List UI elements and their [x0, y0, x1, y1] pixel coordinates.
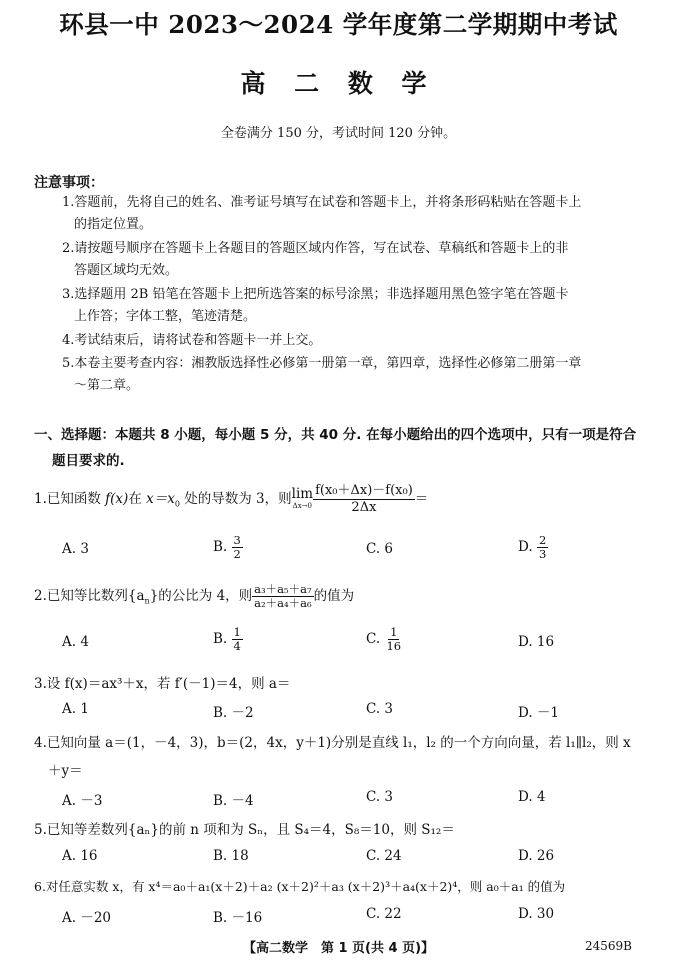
fraction-denominator: 2: [233, 547, 241, 561]
section-line: 一、选择题：本题共 8 小题，每小题 5 分，共 40 分. 在每小题给出的四个选项中，只有一项是符合: [34, 427, 637, 443]
q3-option-a[interactable]: A. 1: [62, 701, 89, 717]
q4-option-d[interactable]: D. 4: [518, 789, 546, 805]
q1-option-a[interactable]: A. 3: [62, 541, 89, 557]
notice-line: 2.请按题号顺序在答题卡上各题目的答题区域内作答，写在试卷、草稿纸和答题卡上的非: [62, 241, 569, 256]
notice-heading: 注意事项：: [34, 175, 104, 191]
q2-sub: n: [144, 596, 150, 606]
notice-item-2: [62, 238, 656, 282]
notice-line: 3.选择题用 2B 铅笔在答题卡上把所选答案的标号涂黑；非选择题用黑色签字笔在答题卡: [62, 287, 569, 302]
q5-option-a[interactable]: A. 16: [62, 848, 98, 864]
notice-line: 答题区域均无效。: [74, 263, 179, 278]
q2-option-c[interactable]: [366, 626, 403, 653]
q4-option-c[interactable]: C. 3: [366, 789, 394, 805]
option-fraction: [537, 534, 548, 561]
notice-line: 4.考试结束后，请将试卷和答题卡一并上交。: [62, 333, 322, 348]
fraction-denominator: 3: [538, 547, 547, 561]
exam-title: 环县一中 2023～2024 学年度第二学期期中考试: [59, 10, 618, 39]
fraction-numerator: a₃＋a₅＋a₇: [254, 582, 312, 596]
option-label: C.: [366, 631, 385, 647]
q6-option-c[interactable]: C. 22: [366, 906, 402, 922]
q1-fraction: [313, 483, 415, 516]
q2-text: 的值为: [313, 588, 355, 604]
question-4-stem-cont: ＋y＝: [48, 763, 83, 779]
paper-code: 24569B: [585, 939, 632, 953]
notice-line: 5.本卷主要考查内容：湘教版选择性必修第一册第一章，第四章，选择性必修第二册第一章: [62, 356, 582, 371]
q3-option-b[interactable]: B. －2: [213, 705, 254, 721]
q3-option-d[interactable]: D. －1: [518, 705, 560, 721]
notice-line: ～第二章。: [74, 378, 140, 393]
fraction-numerator: 1: [233, 625, 241, 639]
option-fraction: [232, 534, 243, 561]
fraction-denominator: a₂＋a₄＋a₆: [254, 596, 312, 610]
score-time-line: 全卷满分 150 分，考试时间 120 分钟。: [220, 126, 457, 141]
question-2-stem: [34, 583, 354, 610]
notice-line: 上作答；字体工整，笔迹清楚。: [74, 309, 257, 324]
question-3-stem: 3.设 f(x)＝ax³＋x，若 f′(－1)＝4，则 a＝: [34, 676, 291, 692]
q6-option-d[interactable]: D. 30: [518, 906, 555, 922]
option-label: B.: [213, 539, 232, 555]
q1-text: 在: [128, 491, 147, 507]
q1-limit: [291, 485, 314, 512]
q3-option-c[interactable]: C. 3: [366, 701, 394, 717]
notice-item-4: [62, 330, 656, 352]
subject-title: 高 二 数 学: [240, 69, 437, 98]
q2-fraction: [252, 583, 313, 610]
question-1-stem: [34, 483, 428, 516]
q1-point: x＝x: [146, 491, 175, 507]
q2-text: 2.已知等比数列{a: [34, 588, 145, 604]
question-6-stem: 6.对任意实数 x，有 x⁴＝a₀＋a₁(x＋2)＋a₂ (x＋2)²＋a₃ (x＋2)³＋a₄(x＋2)⁴，则 a₀＋a₁ 的值为: [34, 879, 566, 894]
q6-option-a[interactable]: A. －20: [62, 910, 112, 926]
fraction-numerator: 1: [390, 625, 398, 639]
q4-option-a[interactable]: A. －3: [62, 793, 103, 809]
q1-text: 1.已知函数: [34, 491, 106, 507]
notice-line: 的指定位置。: [74, 217, 153, 232]
lim-word: lim: [291, 485, 314, 502]
notice-item-1: [62, 192, 656, 236]
notice-item-5: [62, 353, 656, 397]
q5-option-c[interactable]: C. 24: [366, 848, 402, 864]
page-footer: 【高二数学 第 1 页(共 4 页)】: [242, 941, 435, 956]
fraction-denominator: 4: [233, 639, 241, 653]
q5-option-d[interactable]: D. 26: [518, 848, 555, 864]
q4-option-b[interactable]: B. －4: [213, 793, 254, 809]
fraction-numerator: f(x₀＋Δx)－f(x₀): [315, 483, 413, 498]
option-fraction: [384, 626, 403, 653]
option-fraction: [232, 626, 243, 653]
fraction-numerator: 3: [233, 533, 241, 547]
section-line: 题目要求的.: [52, 453, 125, 469]
notice-line: 1.答题前，先将自己的姓名、准考证号填写在试卷和答题卡上，并将条形码粘贴在答题卡上: [62, 195, 582, 210]
question-5-stem: 5.已知等差数列{aₙ}的前 n 项和为 Sₙ，且 S₄＝4，S₈＝10，则 S₁₂＝: [34, 822, 455, 838]
q1-option-b[interactable]: [213, 534, 243, 561]
lim-sub: Δx→0: [292, 501, 312, 510]
q1-sub: 0: [174, 499, 180, 509]
q1-func: f(x): [105, 491, 129, 507]
q1-text: ＝: [414, 491, 429, 507]
fraction-numerator: 2: [538, 533, 547, 547]
option-label: B.: [213, 631, 232, 647]
fraction-denominator: 16: [386, 639, 402, 653]
q2-option-a[interactable]: A. 4: [62, 634, 89, 650]
fraction-denominator: 2Δx: [351, 500, 377, 515]
q5-option-b[interactable]: B. 18: [213, 848, 249, 864]
q1-option-c[interactable]: C. 6: [366, 541, 394, 557]
q1-option-d[interactable]: [518, 534, 548, 561]
q1-text: 处的导数为 3，则: [179, 491, 292, 507]
q2-text: }的公比为 4，则: [149, 588, 253, 604]
q6-option-b[interactable]: B. －16: [213, 910, 263, 926]
notice-item-3: [62, 284, 656, 328]
section-one-heading: [34, 422, 654, 474]
question-4-stem: 4.已知向量 a＝(1，－4，3)，b＝(2，4x，y＋1)分别是直线 l₁，l₂ 的一个方向向量，若 l₁∥l₂，则 x: [34, 735, 631, 751]
option-label: D.: [518, 539, 537, 555]
q2-option-d[interactable]: D. 16: [518, 634, 555, 650]
q2-option-b[interactable]: [213, 626, 243, 653]
